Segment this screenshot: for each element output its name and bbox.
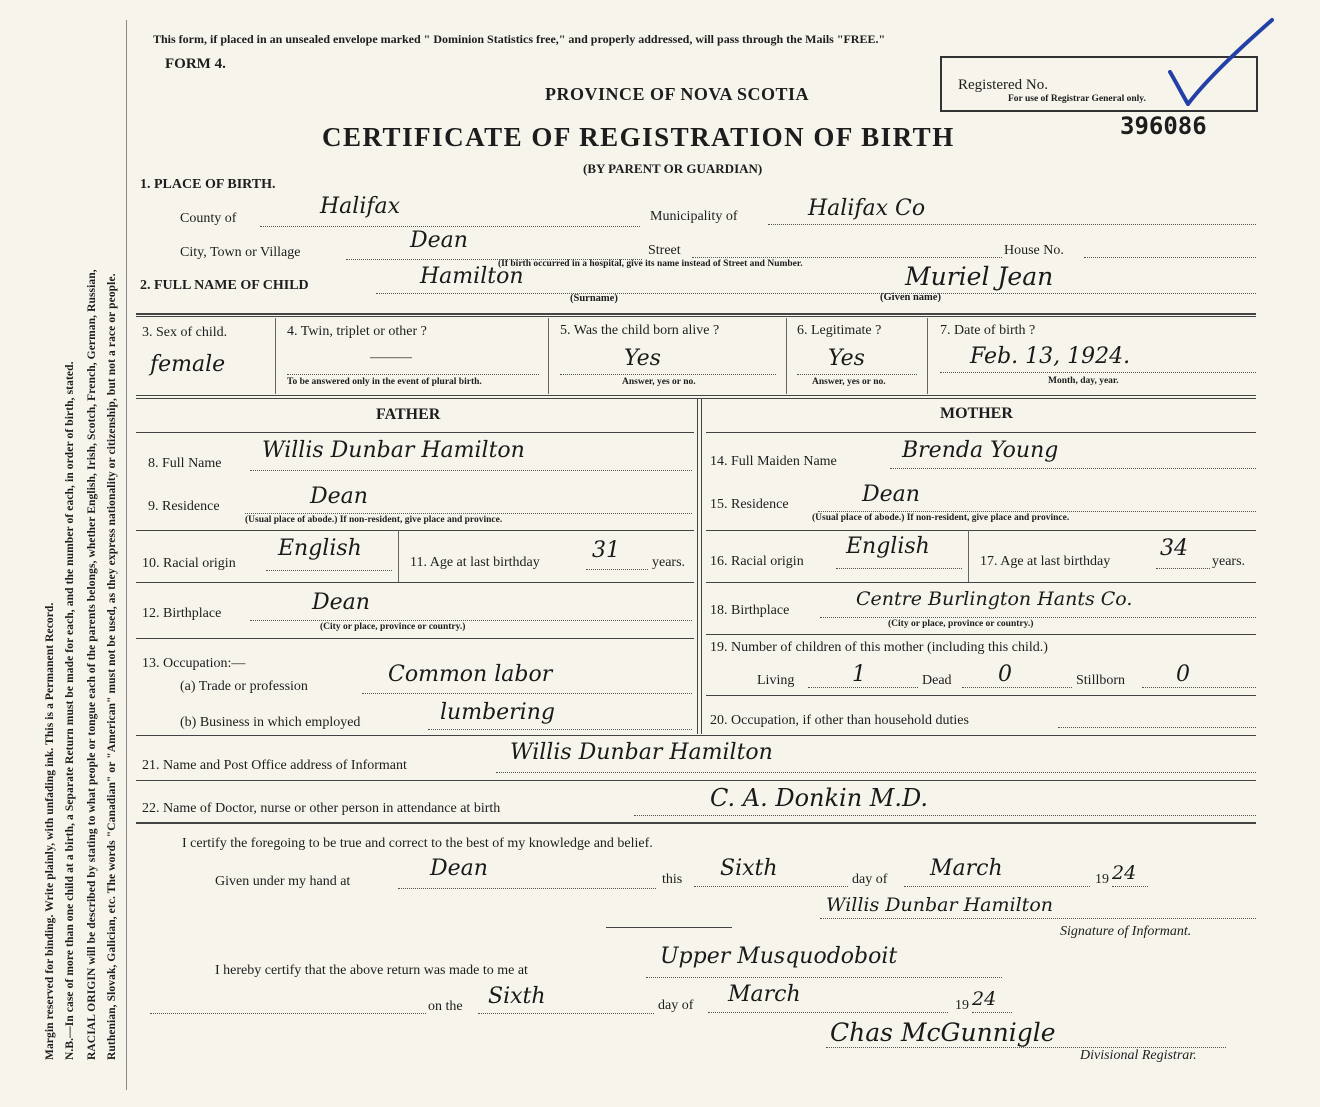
mother-heading: MOTHER [940, 405, 1013, 422]
mother-race-value: English [846, 534, 930, 559]
margin-note-racial-origin: RACIAL ORIGIN will be described by stating to what people or tongue each of the parents belongs, whether English, Irish, Scotch, French, German, Russian, [86, 269, 98, 1060]
living-value: 1 [852, 662, 866, 687]
dead-label: Dead [922, 673, 952, 688]
given-name-label: (Given name) [880, 292, 941, 303]
registrar-year-prefix: 19 [955, 998, 969, 1013]
mother-age-label: 17. Age at last birthday [980, 554, 1111, 569]
father-heading: FATHER [376, 406, 441, 423]
registrar-dayof-label: day of [658, 998, 694, 1013]
page-subtitle: (BY PARENT OR GUARDIAN) [583, 161, 763, 176]
alive-note: Answer, yes or no. [622, 377, 696, 387]
father-race-label: 10. Racial origin [142, 556, 236, 571]
margin-note-binding: Margin reserved for binding. Write plainly, with unfading ink. This is a Permanent Record. [44, 602, 56, 1060]
municipality-value: Halifax Co [808, 196, 926, 221]
surname-label: (Surname) [570, 293, 618, 304]
father-years-label: years. [652, 555, 686, 570]
father-occupation-label: 13. Occupation:— [142, 656, 246, 671]
mother-birthplace-label: 18. Birthplace [710, 603, 790, 618]
child-surname-value: Hamilton [420, 264, 524, 289]
father-race-value: English [278, 536, 362, 561]
father-residence-value: Dean [310, 484, 368, 509]
father-name-value: Willis Dunbar Hamilton [262, 438, 525, 463]
mother-residence-label: 15. Residence [710, 497, 789, 512]
doctor-label: 22. Name of Doctor, nurse or other person in attendance at birth [142, 801, 501, 816]
province-heading: PROVINCE OF NOVA SCOTIA [545, 84, 810, 104]
municipality-label: Municipality of [650, 209, 738, 224]
county-label: County of [180, 211, 237, 226]
registrar-month-value: March [728, 982, 801, 1007]
city-value: Dean [410, 228, 468, 253]
given-under-label: Given under my hand at [215, 874, 351, 889]
check-mark-icon [1168, 14, 1278, 106]
registrar-statement: I hereby certify that the above return was made to me at [215, 963, 528, 978]
father-residence-note: (Usual place of abode.) If non-resident, give place and province. [245, 515, 503, 525]
registration-number: 396086 [1120, 112, 1207, 140]
dead-value: 0 [998, 662, 1012, 687]
sex-value: female [150, 352, 226, 377]
registered-no-label: Registered No. [958, 77, 1048, 93]
registrar-place-value: Upper Musquodoboit [660, 944, 898, 969]
father-age-value: 31 [592, 538, 620, 563]
father-business-label: (b) Business in which employed [180, 715, 361, 730]
margin-divider [126, 20, 127, 1090]
this-label: this [662, 872, 683, 887]
given-place-value: Dean [430, 856, 488, 881]
father-business-value: lumbering [440, 700, 555, 725]
hospital-note: (If birth occurred in a hospital, give its name instead of Street and Number. [498, 259, 803, 269]
legitimate-label: 6. Legitimate ? [797, 323, 882, 338]
mother-residence-value: Dean [862, 482, 920, 507]
registrar-day-value: Sixth [488, 984, 546, 1009]
father-name-label: 8. Full Name [148, 456, 222, 471]
given-dayof-label: day of [852, 872, 888, 887]
mother-name-value: Brenda Young [902, 438, 1059, 463]
father-age-label: 11. Age at last birthday [410, 555, 540, 570]
registrar-general-note: For use of Registrar General only. [1008, 94, 1146, 104]
twin-value: ——— [370, 350, 412, 365]
place-of-birth-label: 1. PLACE OF BIRTH. [140, 177, 276, 192]
house-no-label: House No. [1004, 243, 1064, 258]
sex-label: 3. Sex of child. [142, 325, 228, 340]
father-birthplace-note: (City or place, province or country.) [320, 622, 466, 632]
given-year-value: 24 [1112, 862, 1137, 884]
informant-label: 21. Name and Post Office address of Informant [142, 758, 407, 773]
county-value: Halifax [320, 194, 401, 219]
mother-name-label: 14. Full Maiden Name [710, 454, 837, 469]
informant-signature-label: Signature of Informant. [1060, 924, 1192, 939]
margin-note-multiple-births: N.B.—In case of more than one child at a birth, a Separate Return must be made for each, and the number of each, in order of birth, stated. [64, 361, 76, 1060]
postal-notice: This form, if placed in an unsealed envelope marked " Dominion Statistics free," and properly addressed, will pass through the Mails "FREE." [153, 32, 886, 46]
given-day-value: Sixth [720, 856, 778, 881]
mother-birthplace-value: Centre Burlington Hants Co. [856, 588, 1133, 610]
on-the-label: on the [428, 999, 463, 1014]
twin-note: To be answered only in the event of plural birth. [287, 377, 482, 387]
city-label: City, Town or Village [180, 245, 301, 260]
child-name-label: 2. FULL NAME OF CHILD [140, 278, 309, 293]
father-residence-label: 9. Residence [148, 499, 220, 514]
registrar-year-value: 24 [972, 988, 997, 1010]
given-year-prefix: 19 [1095, 872, 1109, 887]
dob-value: Feb. 13, 1924. [970, 344, 1131, 369]
mother-birthplace-note: (City or place, province or country.) [888, 619, 1034, 629]
mother-years-label: years. [1212, 554, 1246, 569]
alive-label: 5. Was the child born alive ? [560, 323, 720, 338]
form-number: FORM 4. [165, 56, 226, 72]
mother-children-label: 19. Number of children of this mother (including this child.) [710, 640, 1048, 655]
legitimate-note: Answer, yes or no. [812, 377, 886, 387]
margin-note-racial-origin-cont: Ruthenian, Slovak, Galician, etc. The words "Canadian" or "American" must not be used, as they express nationality or citizenship, but not a race or people. [106, 273, 118, 1060]
legitimate-value: Yes [828, 346, 865, 371]
child-given-value: Muriel Jean [905, 262, 1054, 291]
mother-age-value: 34 [1160, 536, 1188, 561]
registrar-signature: Chas McGunnigle [830, 1018, 1056, 1047]
registrar-signature-label: Divisional Registrar. [1080, 1048, 1197, 1063]
alive-value: Yes [624, 346, 661, 371]
mother-occupation-label: 20. Occupation, if other than household duties [710, 713, 969, 728]
father-trade-label: (a) Trade or profession [180, 679, 308, 694]
given-month-value: March [930, 856, 1003, 881]
certify-statement: I certify the foregoing to be true and correct to the best of my knowledge and belief. [182, 836, 653, 851]
mother-race-label: 16. Racial origin [710, 554, 804, 569]
living-label: Living [757, 673, 795, 688]
father-trade-value: Common labor [388, 662, 553, 687]
mother-residence-note: (Usual place of abode.) If non-resident, give place and province. [812, 513, 1070, 523]
informant-value: Willis Dunbar Hamilton [510, 740, 773, 765]
father-birthplace-value: Dean [312, 590, 370, 615]
twin-label: 4. Twin, triplet or other ? [287, 324, 427, 339]
page-title: CERTIFICATE OF REGISTRATION OF BIRTH [322, 122, 955, 152]
dob-label: 7. Date of birth ? [940, 323, 1036, 338]
stillborn-label: Stillborn [1076, 673, 1126, 688]
father-birthplace-label: 12. Birthplace [142, 606, 222, 621]
street-label: Street [648, 243, 681, 258]
dob-note: Month, day, year. [1048, 376, 1119, 386]
stillborn-value: 0 [1176, 662, 1190, 687]
doctor-value: C. A. Donkin M.D. [710, 784, 929, 812]
informant-signature: Willis Dunbar Hamilton [826, 894, 1053, 916]
